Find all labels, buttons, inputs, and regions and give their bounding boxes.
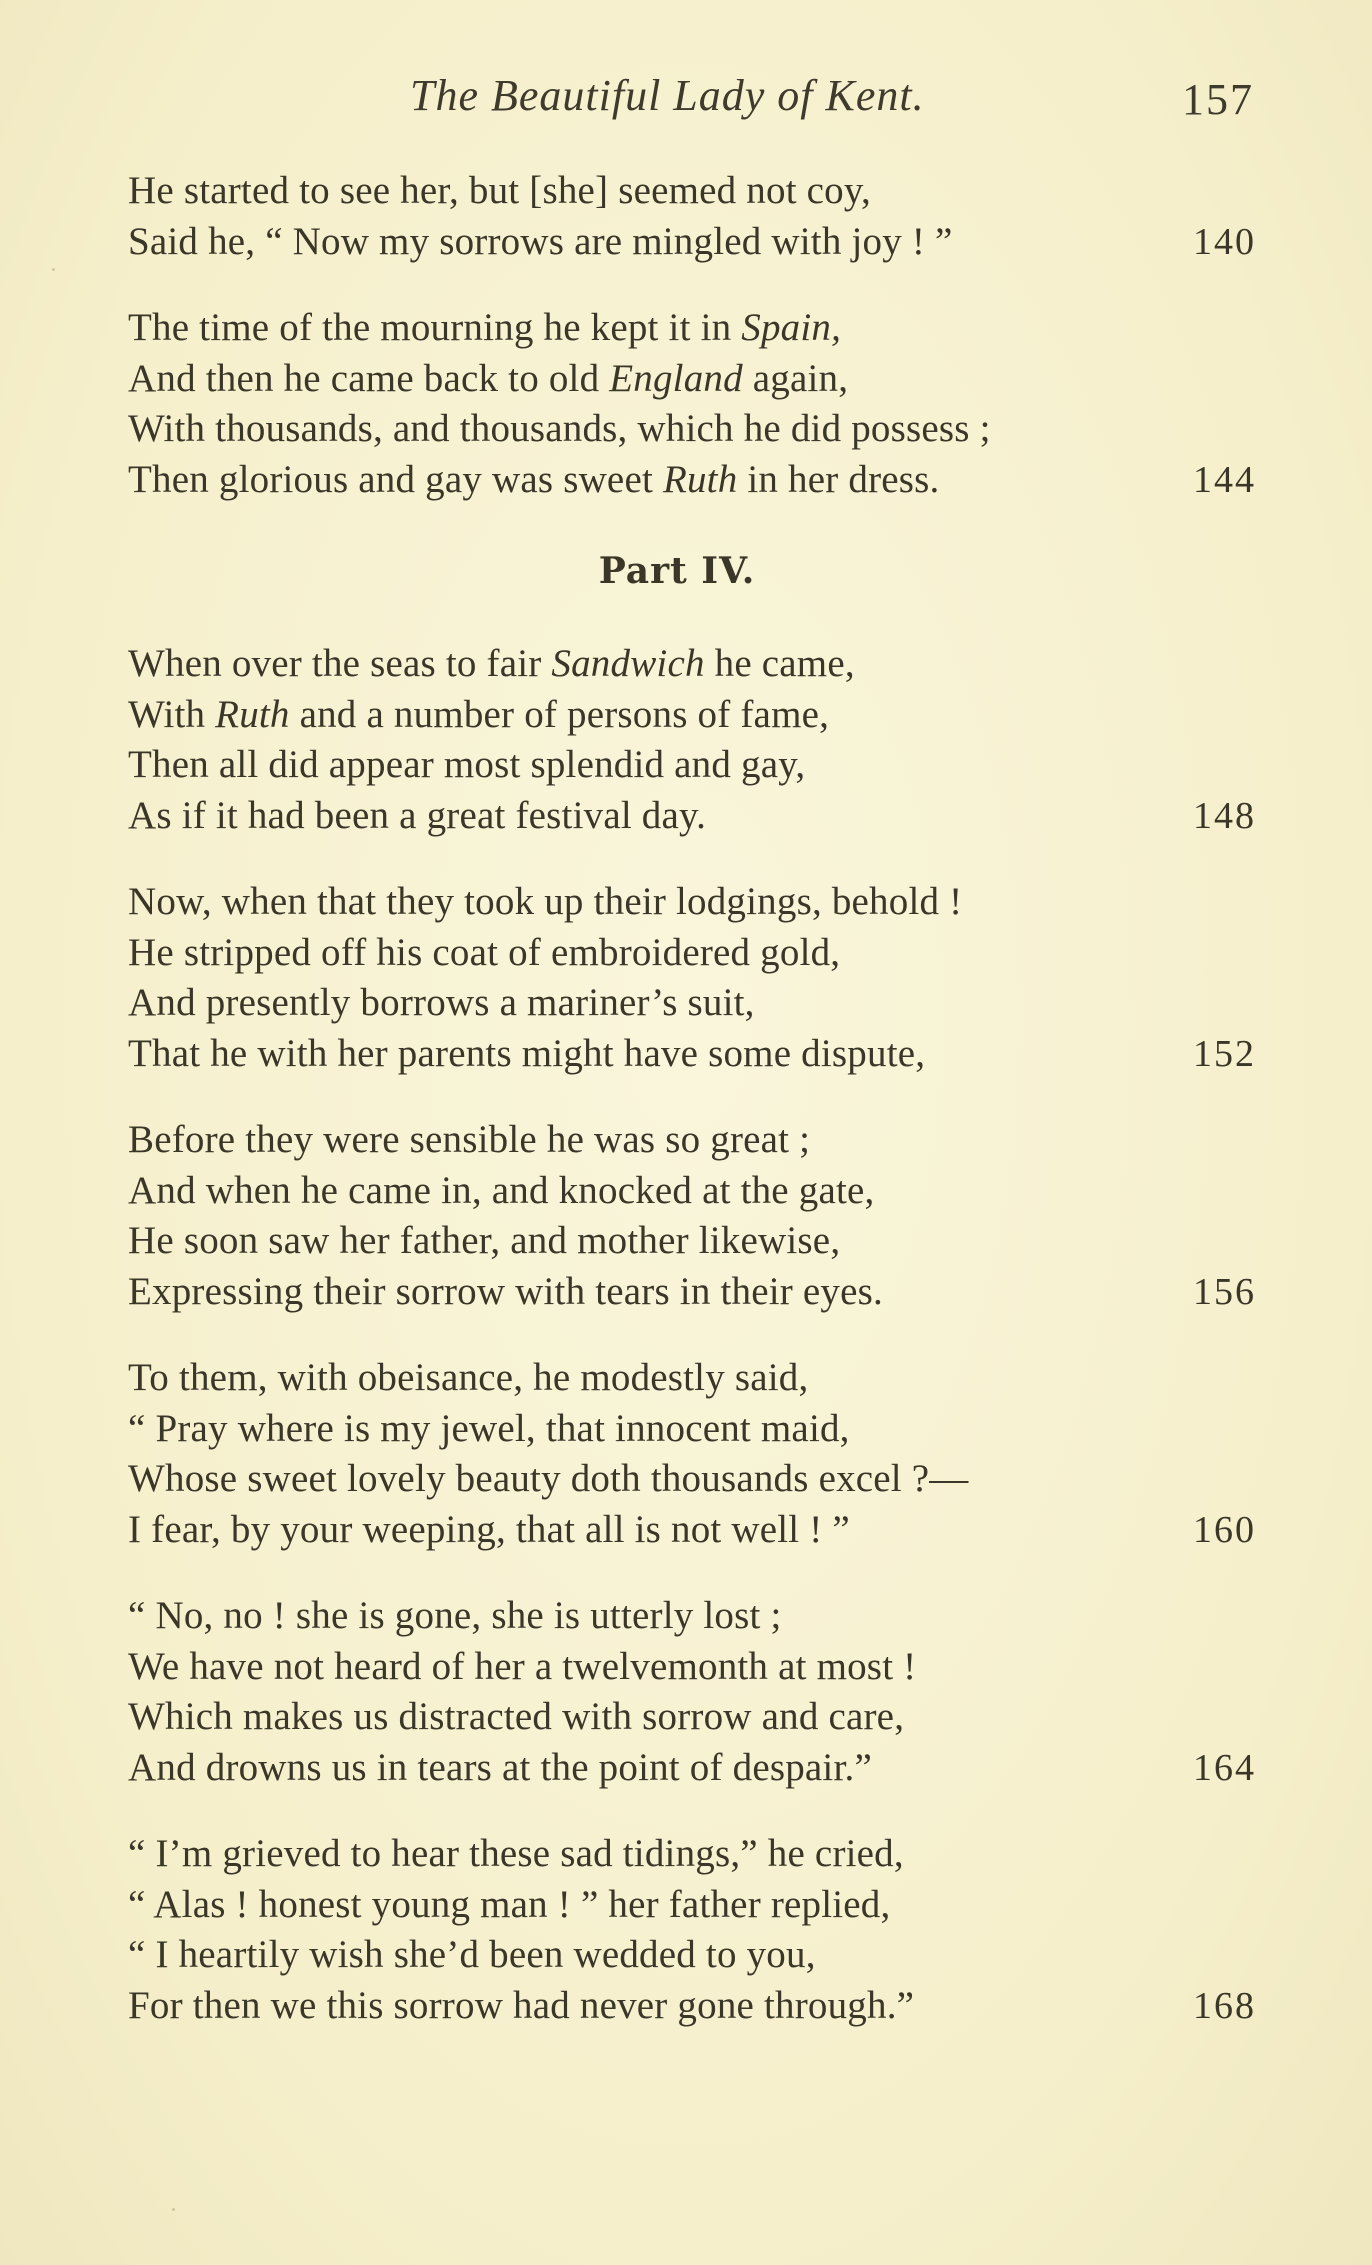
verse-line [128, 1642, 1256, 1693]
verse-text: Which makes us distracted with sorrow and care, [128, 1695, 905, 1738]
verse-line [128, 1029, 1256, 1080]
verse-line [128, 217, 1256, 268]
paper-speck [172, 2208, 175, 2211]
stanza [128, 166, 1256, 267]
verse-line [128, 455, 1256, 506]
verse-text: And then he came back to old [128, 356, 610, 400]
verse-line [128, 1505, 1256, 1556]
verse-line [128, 928, 1256, 979]
verse-text: “ Pray where is my jewel, that innocent maid, [128, 1406, 850, 1450]
part-heading: Part IV. [598, 550, 756, 592]
verse-line [128, 1930, 1256, 1981]
verse-line [128, 639, 1256, 690]
verse-line [128, 740, 1256, 791]
verse-line [128, 1216, 1256, 1267]
verse-text: in her dress. [737, 457, 940, 501]
verse-line [128, 690, 1256, 741]
verse-text: Now, when that they took up their lodgings, behold ! [128, 880, 963, 923]
verse-line [128, 1353, 1256, 1404]
line-number: 164 [1193, 1746, 1256, 1789]
verse-line [128, 1115, 1256, 1166]
verse-text: “ Alas ! honest young man ! ” her father replied, [128, 1882, 891, 1926]
verse-text: The time of the mourning he kept it in [128, 306, 742, 349]
stanza [128, 1829, 1256, 2031]
verse-text: Whose sweet lovely beauty doth thousands excel ?— [128, 1457, 969, 1500]
verse-line [128, 877, 1256, 928]
line-number: 148 [1193, 794, 1256, 837]
italic-word: Sandwich [551, 642, 705, 685]
verse-line [128, 1166, 1256, 1217]
verse-line [128, 1981, 1256, 2032]
verse-text: “ No, no ! she is gone, she is utterly lost ; [128, 1594, 782, 1637]
paper-speck [52, 268, 55, 271]
verse-text: We have not heard of her a twelvemonth at most ! [128, 1644, 917, 1688]
verse-text: With [128, 692, 216, 736]
verse-text: he came, [704, 642, 855, 685]
line-number: 160 [1193, 1508, 1256, 1551]
verse-line [128, 1267, 1256, 1318]
verse-text: Expressing their sorrow with tears in their eyes. [128, 1269, 883, 1313]
verse-text: And when he came in, and knocked at the gate, [128, 1168, 875, 1212]
line-number: 140 [1193, 220, 1256, 263]
verse-text: With thousands, and thousands, which he did possess ; [128, 407, 991, 450]
italic-word: Spain, [741, 306, 842, 349]
verse-line [128, 166, 1256, 217]
italic-word: England [609, 356, 743, 400]
line-number: 152 [1193, 1032, 1256, 1075]
stanzas-before-part [128, 166, 1256, 505]
verse-text: To them, with obeisance, he modestly said, [128, 1356, 809, 1399]
stanza [128, 1591, 1256, 1793]
stanza [128, 1115, 1256, 1317]
verse-line [128, 1829, 1256, 1880]
page-number: 157 [1182, 75, 1254, 124]
verse-text: And presently borrows a mariner’s suit, [128, 981, 755, 1024]
verse-text: That he with her parents might have some dispute, [128, 1031, 926, 1075]
verse-line [128, 978, 1256, 1029]
running-head [0, 70, 1372, 130]
stanzas-after-part [128, 639, 1256, 2031]
verse-text: He started to see her, but [she] seemed not coy, [128, 169, 872, 212]
italic-word: Ruth [215, 692, 290, 736]
verse-line [128, 1743, 1256, 1794]
line-number: 168 [1193, 1984, 1256, 2027]
stanza [128, 639, 1256, 841]
italic-word: Ruth [662, 457, 738, 501]
poem-body [128, 166, 1256, 2067]
verse-line [128, 404, 1256, 455]
verse-text: And drowns us in tears at the point of despair.” [128, 1745, 872, 1789]
stanza [128, 877, 1256, 1079]
verse-text: again, [742, 356, 849, 400]
verse-text: As if it had been a great festival day. [128, 793, 707, 837]
verse-line [128, 1404, 1256, 1455]
verse-text: For then we this sorrow had never gone through.” [128, 1983, 915, 2027]
line-number: 144 [1193, 458, 1256, 501]
verse-text: When over the seas to fair [128, 642, 552, 685]
verse-line [128, 1692, 1256, 1743]
verse-line [128, 1454, 1256, 1505]
verse-line [128, 303, 1256, 354]
verse-text: Before they were sensible he was so great ; [128, 1118, 811, 1161]
running-title: The Beautiful Lady of Kent. [410, 71, 925, 120]
stanza [128, 1353, 1256, 1555]
verse-text: Then all did appear most splendid and gay, [128, 743, 806, 786]
verse-line [128, 354, 1256, 405]
verse-text: “ I’m grieved to hear these sad tidings,” he cried, [128, 1832, 904, 1875]
verse-text: “ I heartily wish she’d been wedded to you, [128, 1933, 816, 1976]
verse-line [128, 791, 1256, 842]
verse-text: Said he, “ Now my sorrows are mingled with joy ! ” [128, 219, 953, 263]
line-number: 156 [1193, 1270, 1256, 1313]
stanza [128, 303, 1256, 505]
verse-text: He soon saw her father, and mother likewise, [128, 1219, 841, 1262]
verse-line [128, 1591, 1256, 1642]
verse-text: and a number of persons of fame, [289, 692, 830, 736]
verse-text: He stripped off his coat of embroidered gold, [128, 930, 841, 974]
verse-text: I fear, by your weeping, that all is not well ! ” [128, 1507, 850, 1551]
verse-line [128, 1880, 1256, 1931]
verse-text: Then glorious and gay was sweet [128, 457, 663, 501]
